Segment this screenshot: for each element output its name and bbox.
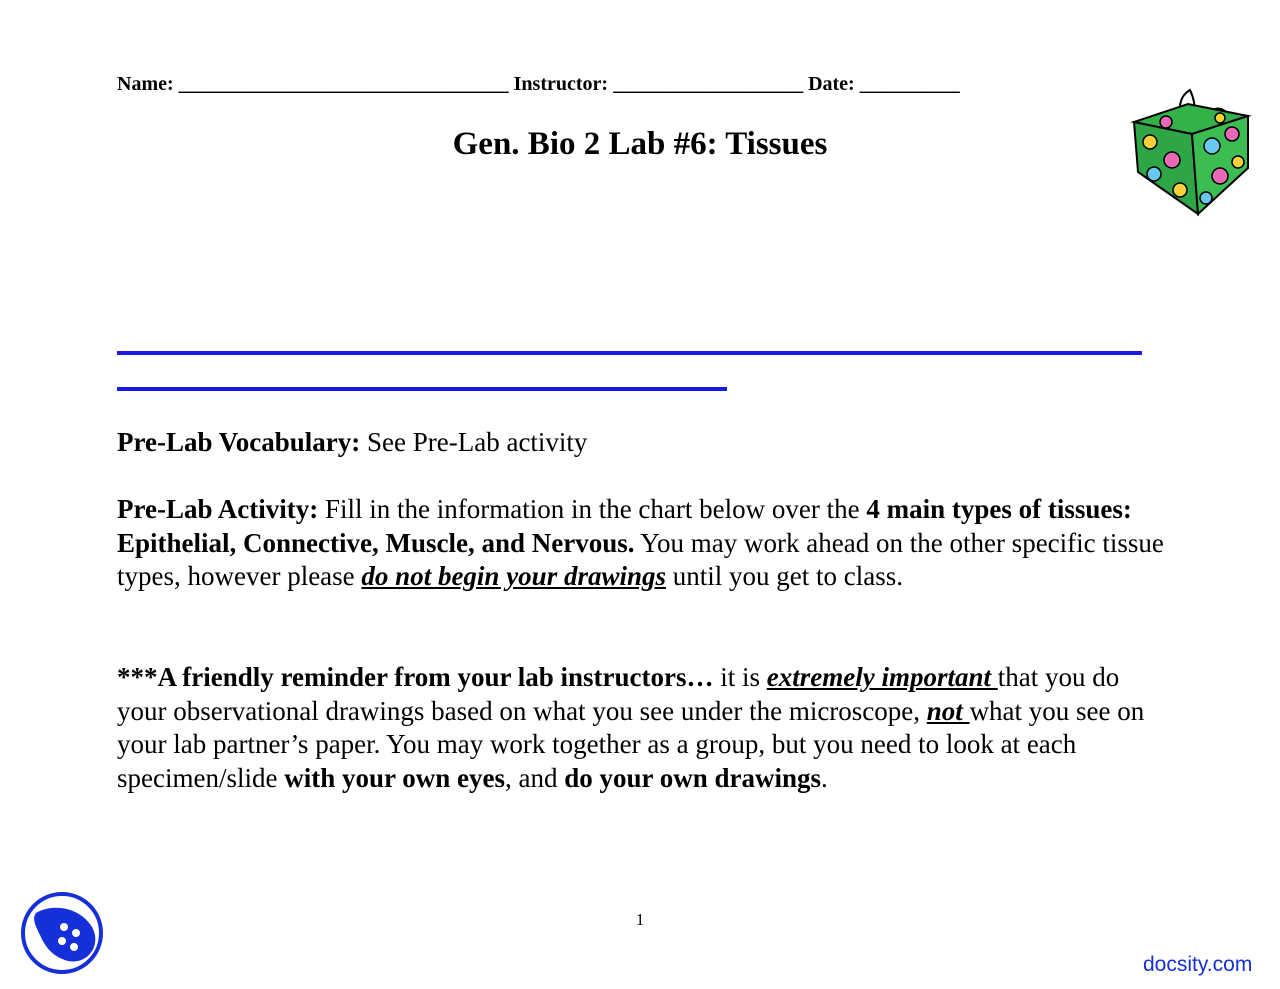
own-eyes-text: with your own eyes	[284, 762, 505, 793]
page-number: 1	[635, 910, 645, 929]
blue-rule-long	[117, 351, 1142, 355]
page-title: Gen. Bio 2 Lab #6: Tissues	[452, 126, 828, 162]
activity-text: You may work ahead on the other specific tissue types, however please	[117, 527, 1164, 591]
activity-label: Pre-Lab Activity:	[117, 494, 319, 524]
date-blank: __________	[859, 73, 960, 95]
student-info-line	[117, 73, 960, 96]
reminder-text: , and	[504, 762, 565, 793]
vocabulary-text: See Pre-Lab activity	[360, 427, 588, 457]
reminder-text: what you see on your lab partner’s paper. You may work together as a group, but you need to look at each specimen/slide	[117, 695, 1145, 793]
reminder-label: ***A friendly reminder from your lab instructors…	[117, 662, 714, 692]
not-text: not	[926, 695, 970, 726]
name-blank: _________________________________	[178, 73, 509, 95]
blue-rule-short	[117, 387, 727, 391]
date-label: Date:	[808, 73, 855, 95]
reminder-text: that you do your observational drawings based on what you see under the microscope,	[117, 662, 1120, 726]
tissue-box-icon	[1128, 86, 1252, 218]
reminder-text: .	[821, 762, 828, 793]
reminder-text: it is	[713, 662, 767, 692]
drawings-warning: do not begin your drawings	[361, 561, 666, 591]
docsity-logo-icon	[18, 891, 106, 975]
instructor-blank: ___________________	[613, 73, 804, 95]
prelab-activity	[117, 493, 1167, 594]
vocabulary-label: Pre-Lab Vocabulary:	[117, 427, 361, 457]
prelab-vocabulary	[117, 426, 1167, 460]
instructor-label: Instructor:	[513, 73, 609, 95]
name-label: Name:	[117, 73, 174, 95]
docsity-link[interactable]: docsity.com	[1143, 953, 1253, 976]
activity-text: until you get to class.	[666, 561, 903, 591]
extremely-important-text: extremely important	[766, 662, 998, 692]
own-drawings-text: do your own drawings	[564, 762, 822, 793]
tissue-types-text: 4 main types of tissues: Epithelial, Connective, Muscle, and Nervous.	[117, 494, 1132, 558]
activity-text: Fill in the information in the chart below over the	[318, 494, 867, 524]
instructor-reminder	[117, 661, 1167, 795]
